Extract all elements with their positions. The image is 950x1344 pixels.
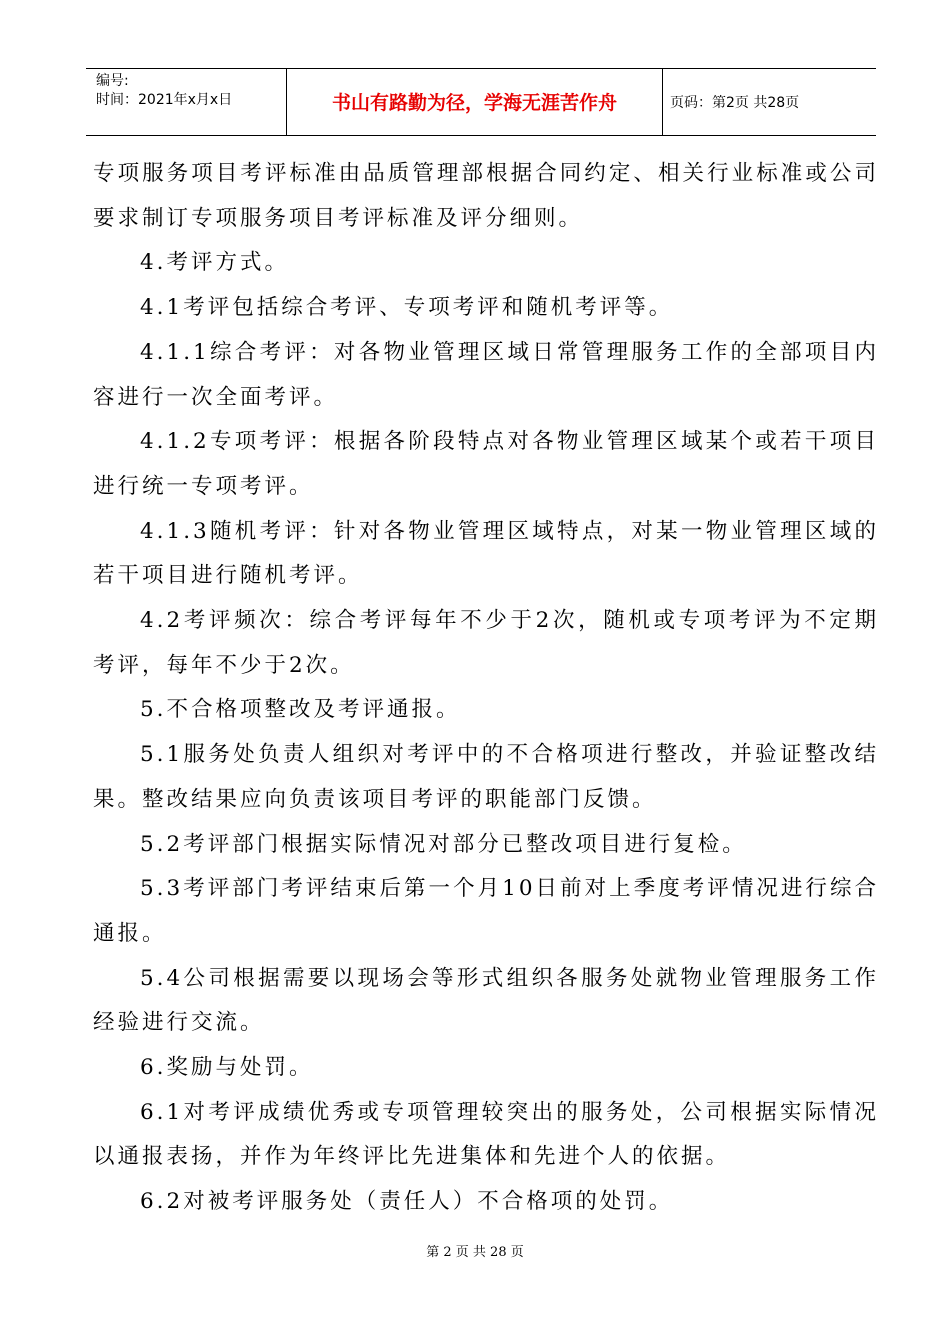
header-page-info: 页码：第2页 共28页	[670, 95, 800, 111]
header-motto-cell	[287, 69, 663, 135]
header-motto: 书山有路勤为径，学海无涯苦作舟	[331, 92, 617, 114]
header-page-cell	[663, 69, 876, 135]
paragraph: 6.1对考评成绩优秀或专项管理较突出的服务处，公司根据实际情况以通报表扬，并作为年终评比先进集体和先进个人的依据。	[93, 1099, 879, 1170]
page-footer: 第 2 页 共 28 页	[426, 1245, 524, 1260]
paragraph: 5.1服务处负责人组织对考评中的不合格项进行整改，并验证整改结果。整改结果应向负责该项目考评的职能部门反馈。	[93, 742, 879, 812]
paragraph: 6.2对被考评服务处（责任人）不合格项的处罚。	[140, 1189, 674, 1215]
paragraph: 专项服务项目考评标准由品质管理部根据合同约定、相关行业标准或公司要求制订专项服务项目考评标准及评分细则。	[93, 161, 879, 231]
paragraph: 5.3考评部门考评结束后第一个月10日前对上季度考评情况进行综合通报。	[93, 876, 879, 946]
paragraph: 5.不合格项整改及考评通报。	[140, 697, 461, 723]
paragraph: 4.1.1综合考评：对各物业管理区域日常管理服务工作的全部项目内容进行一次全面考评。	[93, 339, 879, 410]
paragraph: 4.考评方式。	[140, 250, 290, 276]
page-header	[86, 68, 876, 136]
header-meta-cell	[86, 69, 287, 135]
paragraph: 4.1.3随机考评：针对各物业管理区域特点，对某一物业管理区域的若干项目进行随机考评。	[93, 518, 879, 589]
document-number-label: 编号:	[96, 73, 129, 89]
paragraph: 5.2考评部门根据实际情况对部分已整改项目进行复检。	[140, 831, 747, 857]
paragraph: 4.1.2专项考评：根据各阶段特点对各物业管理区域某个或若干项目进行统一专项考评。	[93, 429, 879, 499]
paragraph: 5.4公司根据需要以现场会等形式组织各服务处就物业管理服务工作经验进行交流。	[93, 965, 879, 1036]
document-time-label: 时间：2021年x月x日	[96, 92, 233, 108]
document-body	[93, 152, 879, 1225]
paragraph: 6.奖励与处罚。	[140, 1055, 314, 1081]
paragraph: 4.2考评频次：综合考评每年不少于2次，随机或专项考评为不定期考评，每年不少于2次。	[93, 608, 879, 678]
paragraph: 4.1考评包括综合考评、专项考评和随机考评等。	[140, 295, 674, 321]
